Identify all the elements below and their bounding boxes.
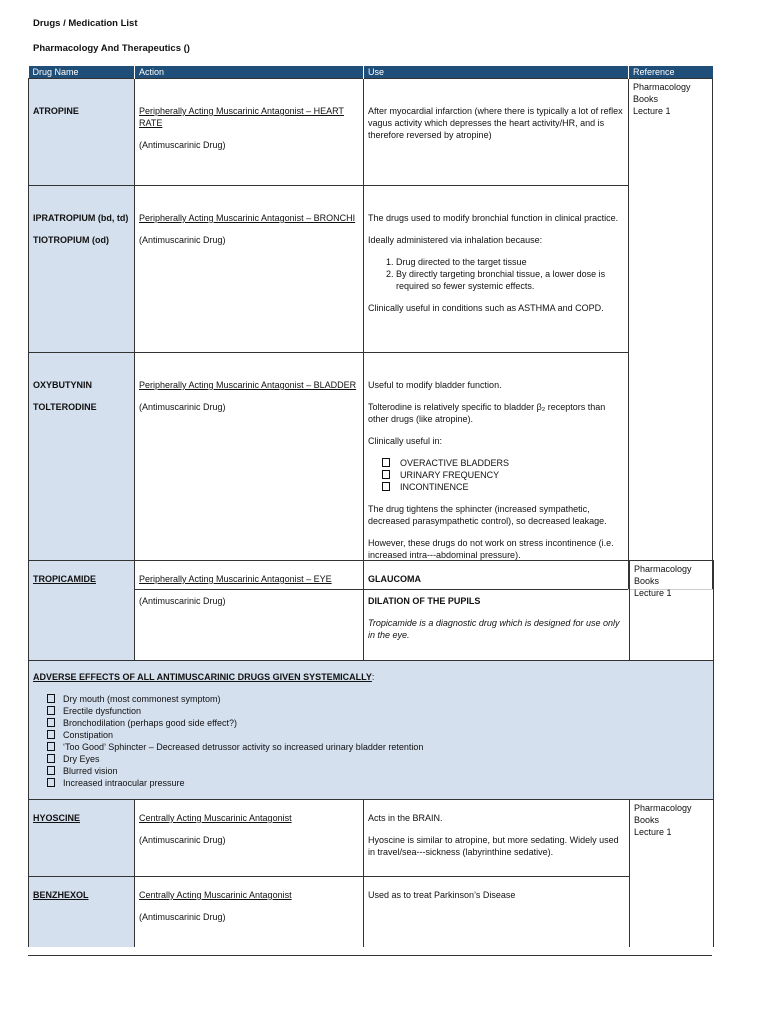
use-text: Used as to treat Parkinson’s Disease [368,890,516,900]
list-item: 1. Drug directed to the target tissue [396,256,624,268]
use-text: The drug tightens the sphincter (increased sympathetic, decreased parasympathetic control), so decreased leakage. [368,504,607,526]
drug-name: TROPICAMIDE [33,574,96,584]
action-text: Centrally Acting Muscarinic Antagonist [139,813,292,823]
reference-line: Pharmacology [634,803,692,813]
checkbox-bullet-icon [47,742,55,751]
drug-name: IPRATROPIUM (bd, td) [33,213,129,223]
use-text: GLAUCOMA [368,574,421,584]
action-text: Peripherally Acting Muscarinic Antagonist – BLADDER [139,380,357,390]
drug-name-cell [29,353,135,590]
list-item: INCONTINENCE [382,481,624,493]
list-item: Bronchodilation (perhaps good side effect?) [47,717,709,729]
document-subtitle: Pharmacology And Therapeutics () [33,43,190,54]
drug-name: HYOSCINE [33,813,81,823]
action-note: (Antimuscarinic Drug) [139,140,226,150]
action-note: (Antimuscarinic Drug) [139,835,226,845]
adverse-effects-title: ADVERSE EFFECTS OF ALL ANTIMUSCARINIC DRUGS GIVEN SYSTEMICALLY [33,672,372,682]
drug-name-cell [29,79,135,186]
action-cell [135,353,364,590]
column-header-use: Use [364,66,629,79]
column-header-reference: Reference [629,66,713,79]
table-row [29,877,714,948]
checkbox-bullet-icon [47,706,55,715]
adverse-effects-row [29,661,714,800]
table-bottom-border [28,955,712,956]
use-text: Hyoscine is similar to atropine, but more sedating. Widely used in travel/sea---sickness (labyrinthine sedative). [368,835,619,857]
action-note: (Antimuscarinic Drug) [139,596,226,606]
use-text: Clinically useful in conditions such as ASTHMA and COPD. [368,303,604,313]
use-text: Tropicamide is a diagnostic drug which is designed for use only in the eye. [368,618,620,640]
table-row [29,353,713,590]
action-note: (Antimuscarinic Drug) [139,402,226,412]
reference-cell [630,561,714,661]
table-row [29,800,714,877]
table-header-row [29,66,713,79]
use-text: Acts in the BRAIN. [368,813,443,823]
reference-line: Lecture 1 [633,106,671,116]
drug-name: OXYBUTYNIN [33,380,93,390]
column-header-drug-name: Drug Name [29,66,135,79]
drug-name-cell [29,800,135,877]
reference-line: Pharmacology [634,564,692,574]
list-item: Increased intraocular pressure [47,777,709,789]
list-item: Dry mouth (most commonest symptom) [47,693,709,705]
checkbox-bullet-icon [47,766,55,775]
adverse-effects-list [33,693,709,789]
use-text: Clinically useful in: [368,436,443,446]
use-text: Ideally administered via inhalation because: [368,235,543,245]
reference-line: Books [633,94,659,104]
checkbox-bullet-icon [47,694,55,703]
drug-name: BENZHEXOL [33,890,89,900]
checkbox-bullet-icon [47,718,55,727]
action-cell [135,800,364,877]
use-text: Tolterodine is relatively specific to bladder β₂ receptors than other drugs (like atropine). [368,402,606,424]
use-cell [364,353,629,590]
reference-line: Lecture 1 [634,827,672,837]
action-cell [135,79,364,186]
drug-name: ATROPINE [33,106,79,116]
use-cell [364,877,630,948]
action-note: (Antimuscarinic Drug) [139,912,226,922]
use-text: However, these drugs do not work on stress incontinence (i.e. increased intra---abdominal pressure). [368,538,614,560]
use-text: Useful to modify bladder function. [368,380,502,390]
column-header-action: Action [135,66,364,79]
checkbox-bullet-icon [47,754,55,763]
action-cell [135,186,364,353]
action-text: Peripherally Acting Muscarinic Antagonist – HEART RATE [139,106,344,128]
action-cell [135,561,364,661]
list-item: URINARY FREQUENCY [382,469,624,481]
use-text: After myocardial infarction (where there is typically a lot of reflex vagus activity which depresses the heart activity/HR, and is therefore reversed by atropine) [368,106,623,140]
use-text: The drugs used to modify bronchial function in clinical practice. [368,213,619,223]
drug-table-2 [28,560,714,947]
table-row [29,561,714,661]
reference-line: Lecture 1 [634,588,672,598]
action-text: Peripherally Acting Muscarinic Antagonist – BRONCHI [139,213,356,223]
reference-cell [630,800,714,948]
use-cell [364,800,630,877]
use-text: DILATION OF THE PUPILS [368,596,481,606]
document-title: Drugs / Medication List [33,18,138,29]
use-cell [364,79,629,186]
action-text: Centrally Acting Muscarinic Antagonist [139,890,292,900]
list-item: OVERACTIVE BLADDERS [382,457,624,469]
checkbox-bullet-icon [47,730,55,739]
reference-cell [629,79,713,590]
adverse-effects-cell: ADVERSE EFFECTS OF ALL ANTIMUSCARINIC DRUGS GIVEN SYSTEMICALLY: Dry mouth (most commonest symptom) Erectile dysfunction Bronchodilation (perhaps good side effect?) Constipation ‘Too Good’ Sphincter – Decreased detrussor activity so increased urinary bladder retention Dry Eyes Blurred vision Increased intraocular pressure [29,661,714,800]
list-item: Blurred vision [47,765,709,777]
use-list [368,256,624,292]
checkbox-bullet-icon [382,458,390,467]
list-item: ‘Too Good’ Sphincter – Decreased detrussor activity so increased urinary bladder retention [47,741,709,753]
reference-line: Books [634,815,660,825]
list-item: Dry Eyes [47,753,709,765]
table-row [29,79,713,186]
table-row [29,186,713,353]
list-item: Erectile dysfunction [47,705,709,717]
action-cell [135,877,364,948]
drug-table-1 [28,66,713,590]
list-item: Constipation [47,729,709,741]
reference-line: Pharmacology [633,82,691,92]
use-list [368,457,624,493]
action-text: Peripherally Acting Muscarinic Antagonist – EYE [139,574,332,584]
use-cell [364,186,629,353]
checkbox-bullet-icon [47,778,55,787]
action-note: (Antimuscarinic Drug) [139,235,226,245]
drug-name: TOLTERODINE [33,402,97,412]
use-cell [364,561,630,661]
drug-name: TIOTROPIUM (od) [33,235,109,245]
list-item: 2. By directly targeting bronchial tissue, a lower dose is required so fewer systemic effects. [396,268,624,292]
drug-name-cell [29,186,135,353]
drug-name-cell [29,877,135,948]
drug-name-cell [29,561,135,661]
checkbox-bullet-icon [382,482,390,491]
checkbox-bullet-icon [382,470,390,479]
reference-line: Books [634,576,660,586]
